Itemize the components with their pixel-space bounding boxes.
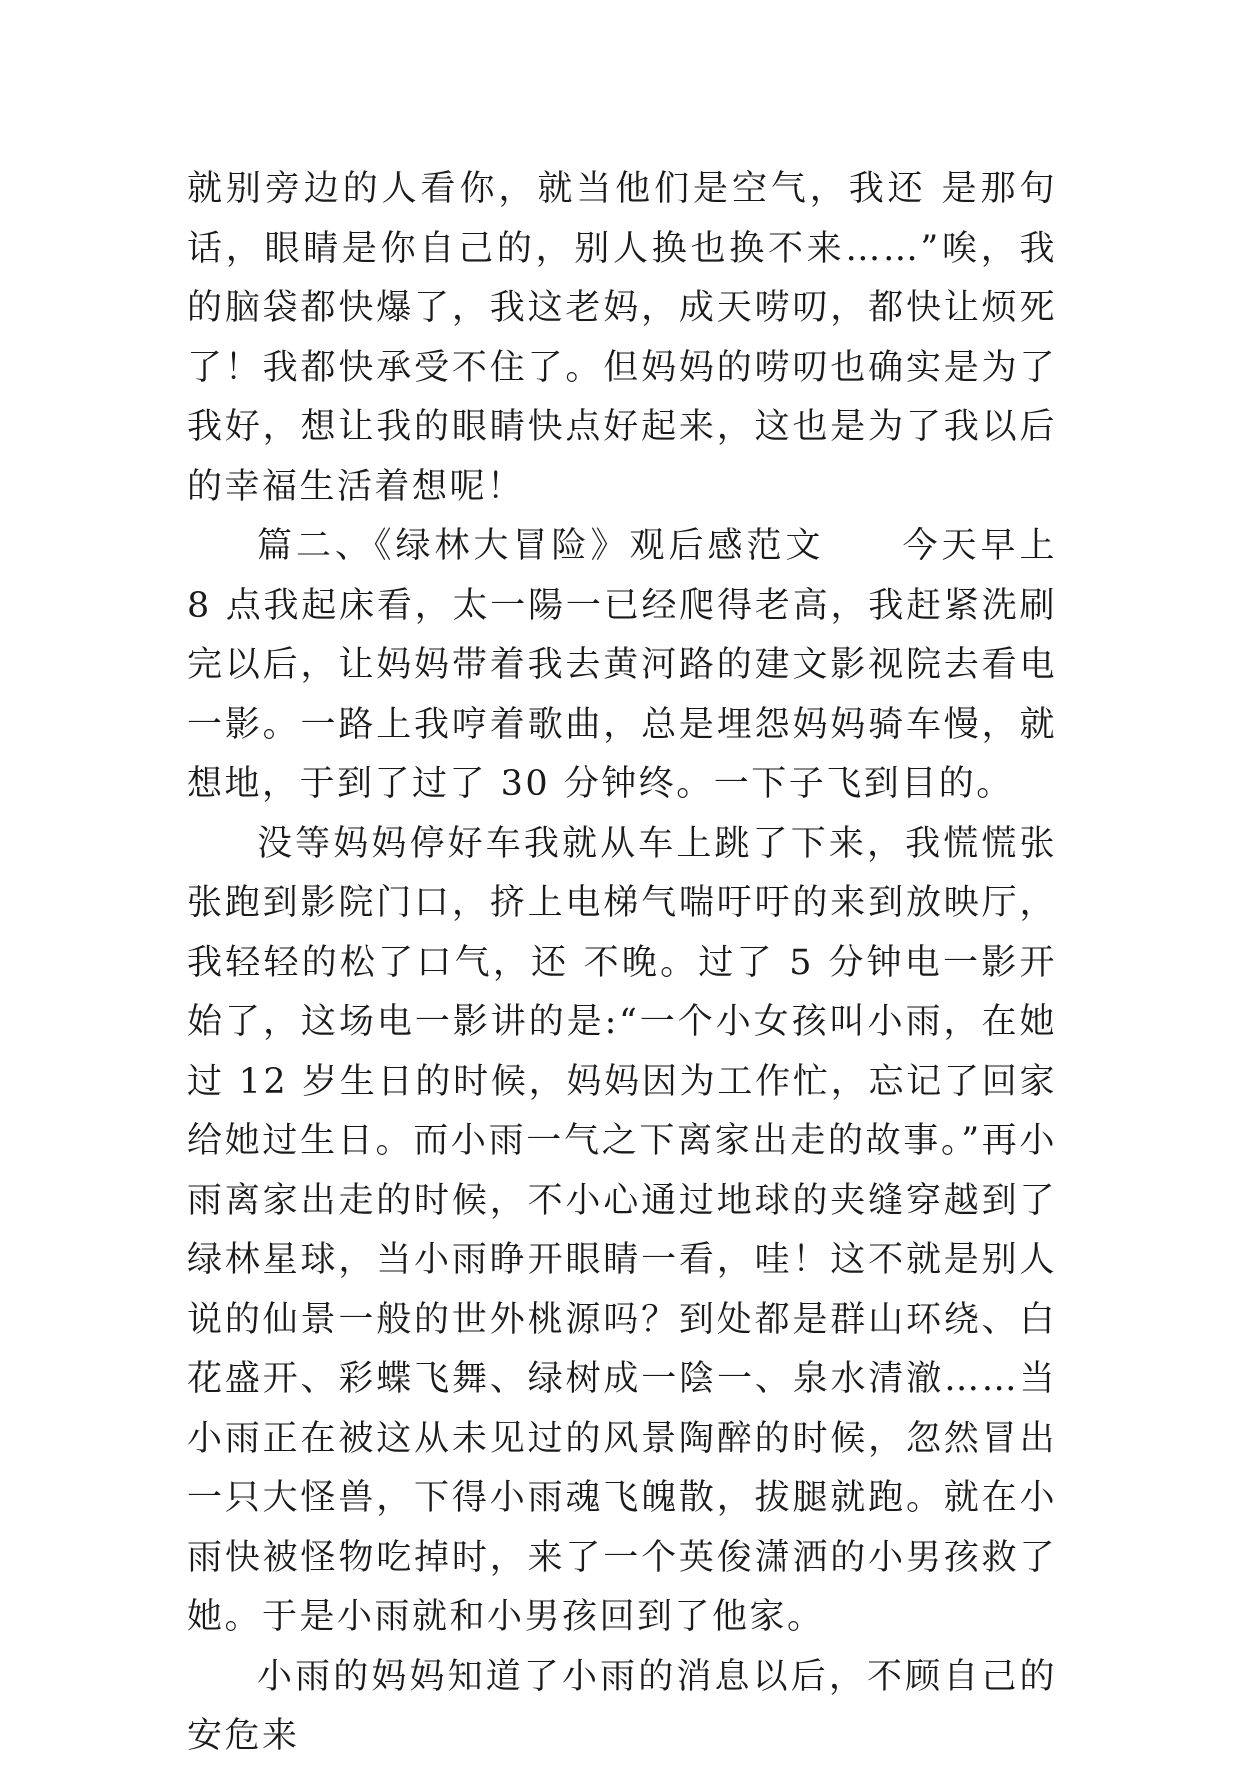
paragraph-continuation: 就别旁边的人看你，就当他们是空气，我还 是那句话，眼睛是你自己的，别人换也换不来……”唉，我的脑袋都快爆了，我这老妈，成天唠叨，都快让烦死了！我都快承受不住了。但妈妈的唠叨也确实是为了我好，想让我的眼睛快点好起来，这也是为了我以后的幸福生活着想呢！ bbox=[187, 169, 1057, 507]
paragraph-mother-news: 小雨的妈妈知道了小雨的消息以后，不顾自己的安危来 bbox=[187, 1656, 1057, 1756]
body-text bbox=[187, 160, 1057, 1767]
paragraph-movie-story: 没等妈妈停好车我就从车上跳了下来，我慌慌张张跑到影院门口，挤上电梯气喘吁吁的来到放映厅，我轻轻的松了口气，还 不晚。过了 5 分钟电一影开始了，这场电一影讲的是:“一个小女孩叫小雨，在她过 12 岁生日的时候，妈妈因为工作忙，忘记了回家给她过生日。而小雨一气之下离家出走的故事。”再小雨离家出走的时候，不小心通过地球的夹缝穿越到了绿林星球，当小雨睁开眼睛一看，哇！这不就是别人说的仙景一般的世外桃源吗？到处都是群山环绕、白花盛开、彩蝶飞舞、绿树成一陰一、泉水清澈……当小雨正在被这从未见过的风景陶醉的时候，忽然冒出一只大怪兽，下得小雨魂飞魄散，拔腿就跑。就在小雨快被怪物吃掉时，来了一个英俊潇洒的小男孩救了她。于是小雨就和小男孩回到了他家。 bbox=[187, 823, 1057, 1637]
paragraph-review-intro: 篇二、《绿林大冒险》观后感范文 今天早上 8 点我起床看，太一陽一已经爬得老高，我赶紧洗刷完以后，让妈妈带着我去黄河路的建文影视院去看电一影。一路上我哼着歌曲，总是埋怨妈妈骑车慢，就想地，于到了过了 30 分钟终。一下子飞到目的。 bbox=[187, 526, 1057, 804]
